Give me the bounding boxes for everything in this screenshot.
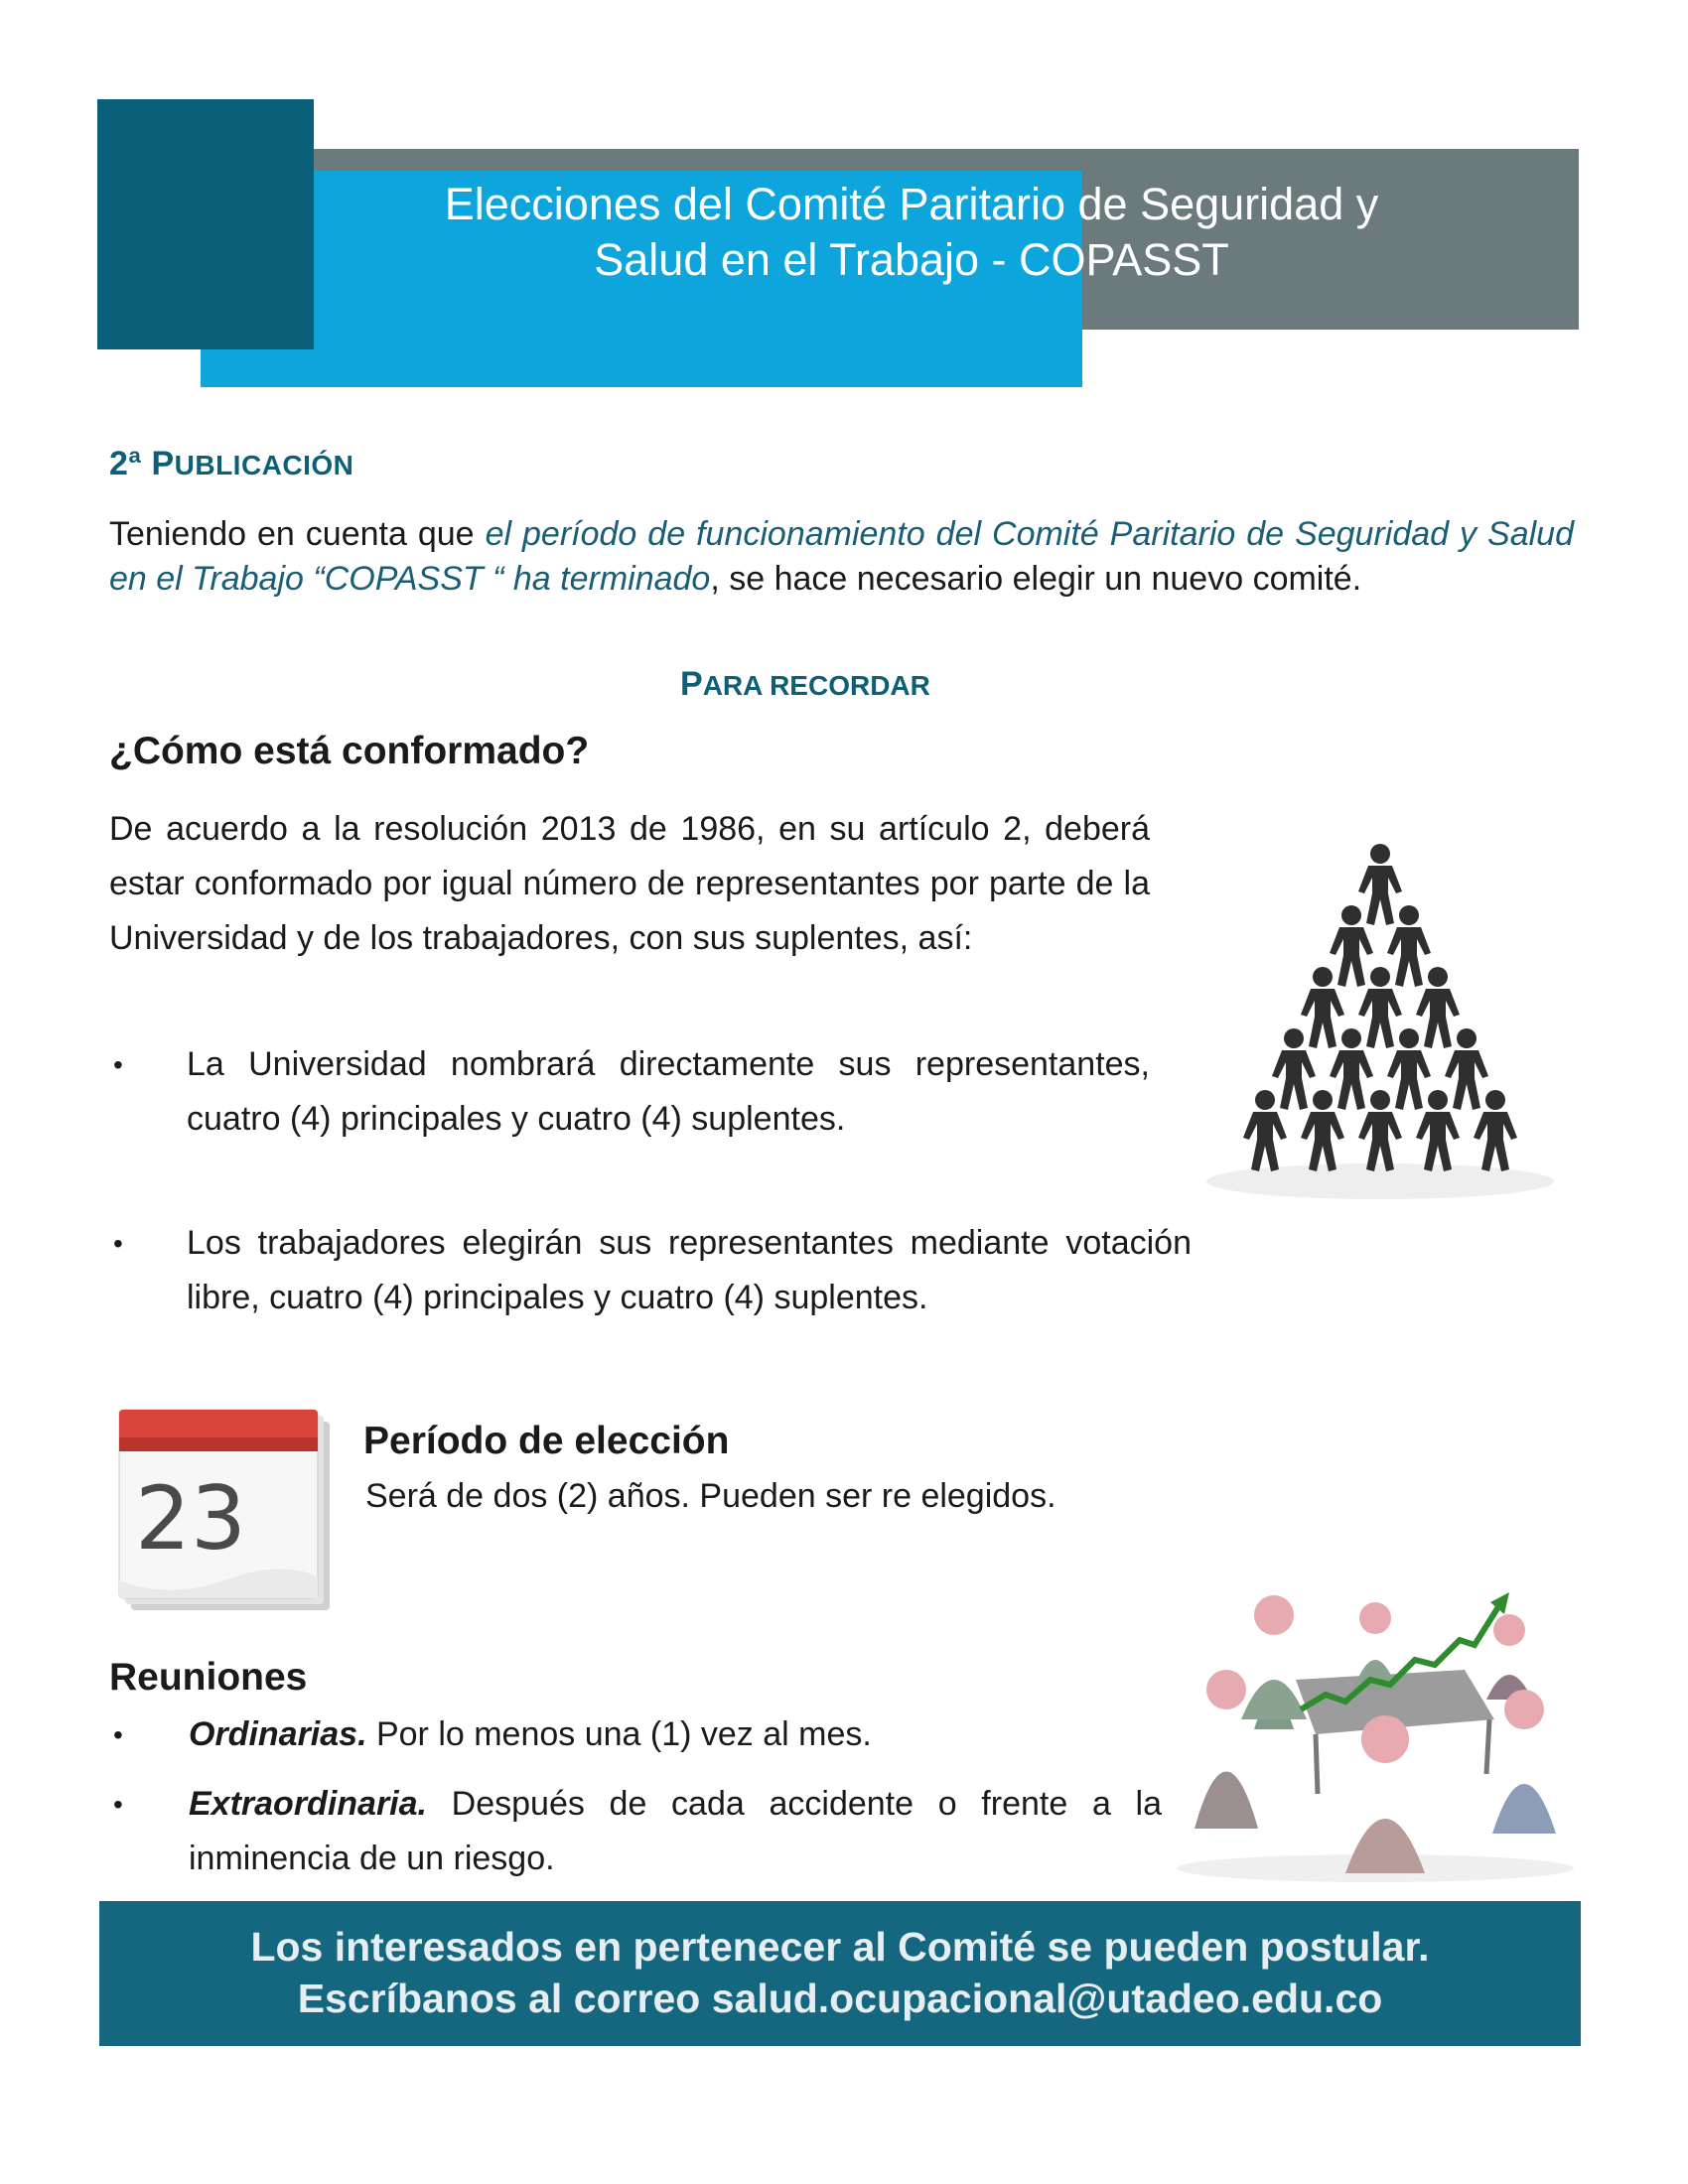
person-figure [1358,1090,1402,1171]
list-item [109,1707,1162,1762]
person-figure [1358,844,1402,925]
bullet-icon: • [113,1228,123,1259]
header-teal-block [97,99,314,349]
footer-line1: Los interesados en pertenecer al Comité se pueden postular. [250,1924,1430,1970]
meeting-type-text: Por lo menos una (1) vez al mes. [366,1715,872,1753]
publication-number: 2ª [109,445,152,482]
page-title [316,177,1507,288]
list-item [109,1777,1162,1886]
election-period-heading: Período de elección [363,1420,730,1462]
publication-heading [109,445,353,483]
election-period-text: Será de dos (2) años. Pueden ser re elegidos. [365,1477,1056,1515]
calendar-day: 23 [135,1467,246,1570]
footer-line2: Escríbanos al correo salud.ocupacional@utadeo.edu.co [297,1976,1383,2021]
page-title-line1: Elecciones del Comité Paritario de Seguridad y [444,179,1379,229]
person-figure [1358,967,1402,1048]
meeting-type-text: Después de cada accidente o frente a la inminencia de un riesgo. [189,1785,1162,1877]
bullet-icon: • [113,1719,123,1750]
person-figure [1301,1090,1344,1171]
intro-text-italic: el período de funcionamiento del Comité Paritario de Seguridad y Salud en el Trabajo “COPASST “ ha terminado [109,515,1574,598]
person-figure [1330,905,1373,987]
person-figure [1445,1028,1488,1110]
person-figure [1301,967,1344,1048]
person-figure [1416,967,1460,1048]
person-figure [1387,1028,1431,1110]
publication-label-rest: UBLICACIÓN [174,450,354,480]
meeting-chart-icon [1167,1570,1584,1886]
list-item [109,1037,1150,1147]
publication-label-first: P [151,445,175,482]
conformation-paragraph: De acuerdo a la resolución 2013 de 1986, en su artículo 2, deberá estar conformado por igual número de representantes por parte de la Universidad y de los trabajadores, con sus suplentes, así: [109,810,1150,957]
remember-rest: ARA RECORDAR [702,670,930,701]
person-figure [1272,1028,1316,1110]
intro-paragraph [109,512,1574,602]
person-figure [1474,1090,1517,1171]
calendar-icon [111,1402,340,1618]
person-figure [1330,1028,1373,1110]
people-pyramid-icon [1196,824,1564,1211]
meeting-type-label: Extraordinaria. [189,1785,427,1823]
list-item-text [189,1707,1162,1762]
page-title-line2: Salud en el Trabajo - COPASST [594,234,1229,285]
intro-text-after: , se hace necesario elegir un nuevo comité. [710,560,1362,598]
bullet-icon: • [113,1789,123,1820]
person-figure [1387,905,1431,987]
intro-text-before: Teniendo en cuenta que [109,515,486,553]
remember-heading [680,665,930,704]
list-item-text [189,1777,1162,1886]
person-figure [1416,1090,1460,1171]
remember-first: P [680,665,703,703]
conformation-heading: ¿Cómo está conformado? [109,730,590,772]
meeting-type-label: Ordinarias. [189,1715,367,1753]
footer-banner [99,1901,1581,2046]
bullet-icon: • [113,1049,123,1080]
meetings-heading: Reuniones [109,1656,308,1699]
list-item [109,1216,1192,1325]
list-item-text: Los trabajadores elegirán sus representantes mediante votación libre, cuatro (4) principales y cuatro (4) suplentes. [187,1224,1192,1316]
list-item-text: La Universidad nombrará directamente sus representantes, cuatro (4) principales y cuatro (4) suplentes. [187,1045,1150,1138]
person-figure [1243,1090,1287,1171]
